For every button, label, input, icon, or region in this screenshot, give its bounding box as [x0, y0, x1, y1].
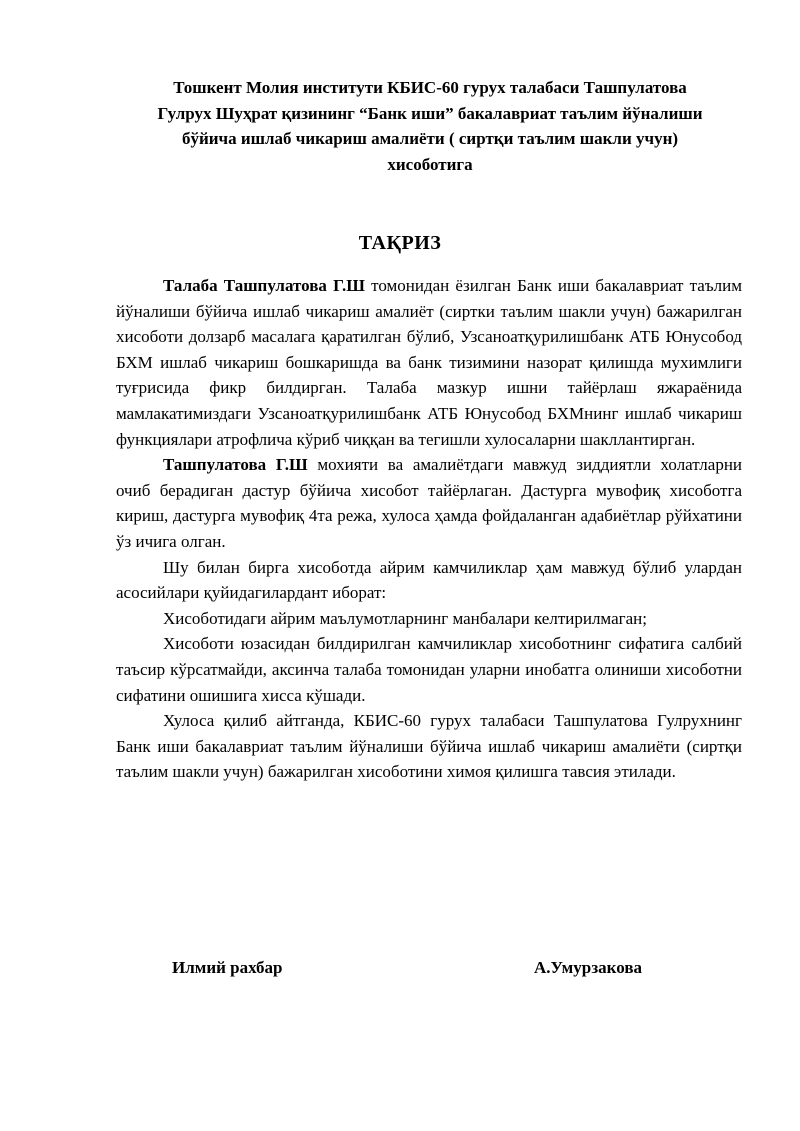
paragraph-2 — [116, 452, 742, 554]
document-heading — [100, 75, 760, 177]
paragraph-6: Хулоса қилиб айтганда, КБИС-60 гурух талабаси Ташпулатова Гулрухнинг Банк иши бакалавриат таълим йўналиши бўйича ишлаб чикариш амалиёти (сиртқи таълим шакли учун) бажарилган хисоботини химоя қилишга тавсия этилади. — [116, 711, 742, 782]
student-name-bold: Талаба Ташпулатова Г.Ш — [163, 276, 365, 295]
heading-line-1: Тошкент Молия институти КБИС-60 гурух талабаси Ташпулатова — [173, 78, 687, 97]
paragraph-2-text: мохияти ва амалиётдаги мавжуд зиддиятли холатларни очиб берадиган дастур бўйича хисобот тайёрлаган. Дастурга мувофиқ хисоботга кириш, дастурга мувофиқ 4та режа, хулоса ҳамда фойдаланган адабиётлар рўйхатини ўз ичига олган. — [116, 455, 743, 551]
heading-line-3: бўйича ишлаб чикариш амалиёти ( сиртқи таълим шакли учун) — [181, 129, 679, 148]
student-name-bold-2: Ташпулатова Г.Ш — [163, 455, 308, 475]
paragraph-5: Хисоботи юзасидан билдирилган камчиликлар хисоботнинг сифатига салбий таъсир кўрсатмайди, аксинча талаба томонидан уларни инобатга олиниши хисоботни сифатини ошишига хисса кўшади. — [116, 634, 742, 705]
paragraph-1 — [116, 273, 742, 452]
document-body — [116, 273, 742, 785]
document-title: ТАҚРИЗ — [358, 232, 442, 254]
signature-name: А.Умурзакова — [534, 958, 643, 977]
heading-line-4: хисоботига — [387, 154, 473, 174]
heading-line-2: Гулрух Шуҳрат қизининг “Банк иши” бакалавриат таълим йўналиши — [157, 103, 703, 123]
paragraph-4: Хисоботидаги айрим маълумотларнинг манбалари келтирилмаган; — [163, 608, 647, 628]
paragraph-3: Шу билан бирга хисоботда айрим камчиликлар ҳам мавжуд бўлиб улардан асосийлари қуйидагилардант иборат: — [116, 557, 742, 603]
signature-role: Илмий рахбар — [172, 958, 283, 977]
paragraph-1-text: томонидан ёзилган Банк иши бакалавриат таълим йўналиши бўйича ишлаб чикариш амалиёт (сиртки таълим шакли учун) бажарилган хисоботи долзарб масалага қаратилган бўлиб, Узсаноатқурилишбанк АТБ Юнусобод БХМ ишлаб чикариш бошкаришда ва банк тизимини назорат қилишда мухимлиги туғрисида фикр билдирган. Талаба мазкур ишни тайёрлаш яжараёнида мамлакатимиздаги Узсаноатқурилишбанк АТБ Юнусобод БХМнинг ишлаб чикариш функциялари атрофлича кўриб чиққан ва тегишли хулосаларни шакллантирган. — [116, 276, 742, 449]
